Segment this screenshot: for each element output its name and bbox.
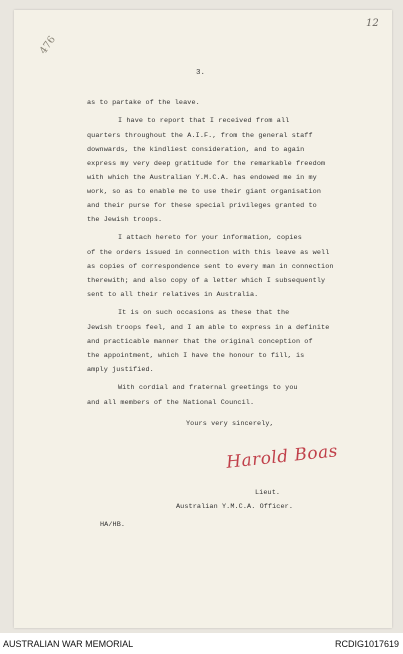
body-line: I have to report that I received from all <box>118 117 290 125</box>
body-line: with which the Australian Y.M.C.A. has endowed me in my <box>87 174 317 182</box>
margin-folio-number: 476 <box>38 34 58 57</box>
body-line: therewith; and also copy of a letter which I subsequently <box>87 277 326 285</box>
signatory-title: Australian Y.M.C.A. Officer. <box>176 503 294 511</box>
archive-id: RCDIG1017619 <box>334 639 399 649</box>
body-line: downwards, the kindliest consideration, and to again <box>87 146 305 154</box>
body-line: With cordial and fraternal greetings to you <box>118 384 298 392</box>
corner-folio-number: 12 <box>366 18 379 29</box>
body-line: express my very deep gratitude for the remarkable freedom <box>87 160 326 168</box>
body-line: It is on such occasions as these that the <box>118 309 290 317</box>
body-line: and practicable manner that the original conception of <box>87 338 313 346</box>
body-line: quarters throughout the A.I.F., from the general staff <box>87 132 313 140</box>
body-line: and all members of the National Council. <box>87 399 255 407</box>
body-line: the Jewish troops. <box>87 216 163 224</box>
body-line: the appointment, which I have the honour to fill, is <box>87 352 305 360</box>
body-line: Jewish troops feel, and I am able to express in a definite <box>87 324 330 332</box>
body-line: as to partake of the leave. <box>87 99 200 107</box>
body-line: work, so as to enable me to use their giant organisation <box>87 188 322 196</box>
page-number: 3. <box>196 69 206 77</box>
body-line: as copies of correspondence sent to every man in connection <box>87 263 334 271</box>
body-line: amply justified. <box>87 366 154 374</box>
handwritten-signature: Harold Boas <box>225 441 339 473</box>
closing-line: Yours very sincerely, <box>186 420 274 428</box>
body-line: and their purse for these special privileges granted to <box>87 202 317 210</box>
body-line: of the orders issued in connection with this leave as well <box>87 249 330 257</box>
letter-page <box>14 10 392 628</box>
body-line: sent to all their relatives in Australia. <box>87 291 259 299</box>
archive-credit: AUSTRALIAN WAR MEMORIAL <box>3 639 134 649</box>
reference-initials: HA/HB. <box>100 521 126 529</box>
body-line: I attach hereto for your information, copies <box>118 234 302 242</box>
signatory-rank: Lieut. <box>255 489 281 497</box>
